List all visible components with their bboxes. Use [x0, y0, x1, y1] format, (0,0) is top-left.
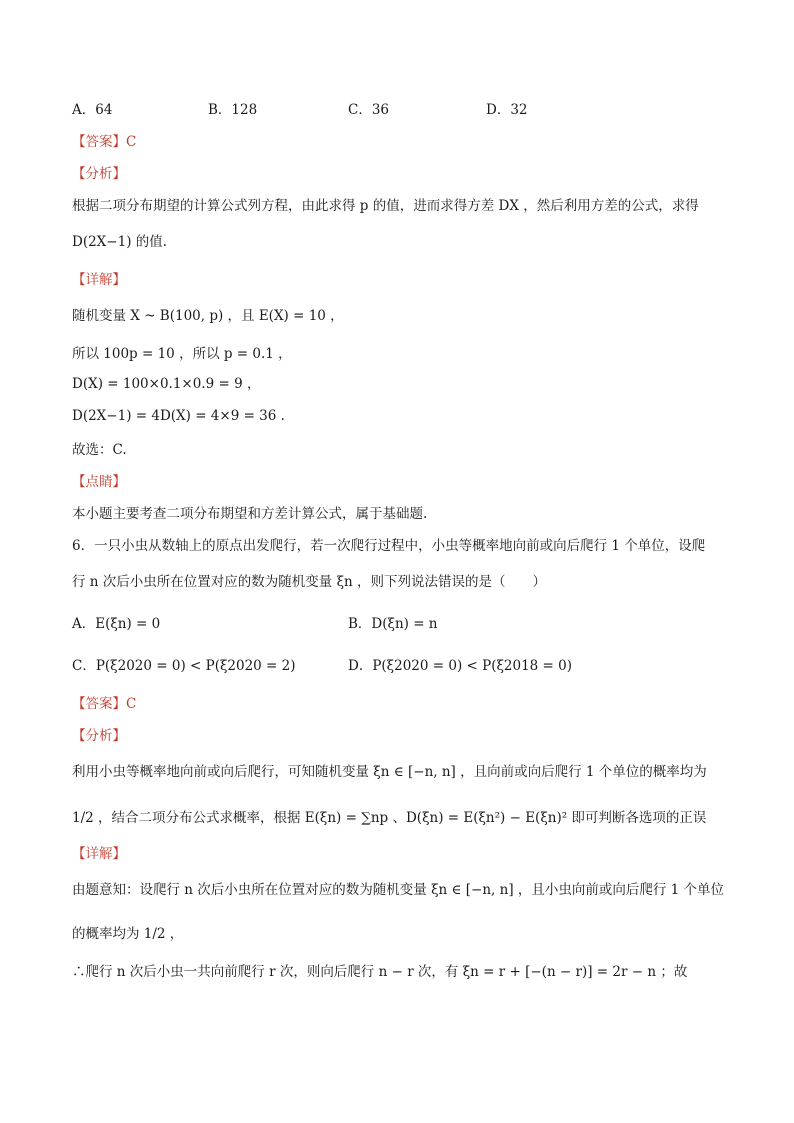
- q5-point-text: 本小题主要考查二项分布期望和方差计算公式，属于基础题.: [72, 506, 428, 522]
- q6-analysis-tag: 【分析】: [72, 728, 126, 744]
- q6-option-c: C．P(ξ2020 = 0) < P(ξ2020 = 2): [72, 658, 296, 674]
- q5-detail-line4: D(2X−1) = 4D(X) = 4×9 = 36 .: [72, 408, 285, 424]
- q5-analysis-line1: 根据二项分布期望的计算公式列方程，由此求得 p 的值，进而求得方差 DX ，然后利用方差的公式，求得: [72, 198, 699, 214]
- answer-value: C: [126, 696, 137, 712]
- q6-detail-line3: ∴爬行 n 次后小虫一共向前爬行 r 次，则向后爬行 n − r 次，有 ξn = r + [−(n − r)] = 2r − n ；故: [72, 964, 688, 980]
- q6-option-d: D．P(ξ2020 = 0) < P(ξ2018 = 0): [348, 658, 573, 674]
- q6-stem-line2: 行 n 次后小虫所在位置对应的数为随机变量 ξn ，则下列说法错误的是（ ）: [72, 574, 546, 590]
- q5-detail-line1: 随机变量 X ~ B(100, p) ，且 E(X) = 10 ，: [72, 308, 344, 324]
- q5-detail-line2: 所以 100p = 10 ，所以 p = 0.1 ，: [72, 346, 292, 362]
- q6-detail-line1: 由题意知：设爬行 n 次后小虫所在位置对应的数为随机变量 ξn ∈ [−n, n] ，且小虫向前或向后爬行 1 个单位: [72, 882, 725, 898]
- q6-stem-line1: 6．一只小虫从数轴上的原点出发爬行，若一次爬行过程中，小虫等概率地向前或向后爬行 1 个单位，设爬: [72, 538, 706, 554]
- q5-option-b: B．128: [208, 102, 258, 118]
- q5-analysis-tag: 【分析】: [72, 166, 126, 182]
- q5-detail-tag: 【详解】: [72, 272, 126, 288]
- q6-analysis-line2: 1/2 ，结合二项分布公式求概率，根据 E(ξn) = ∑np 、D(ξn) = E(ξn²) − E(ξn)² 即可判断各选项的正误: [72, 810, 707, 826]
- answer-value: C: [126, 134, 137, 150]
- q5-answer: [72, 132, 136, 152]
- q5-option-c: C．36: [348, 102, 390, 118]
- q6-detail-line2: 的概率均为 1/2 ，: [72, 926, 184, 942]
- answer-tag: 【答案】: [72, 696, 126, 712]
- q6-option-a: A．E(ξn) = 0: [72, 616, 161, 632]
- q6-analysis-line1: 利用小虫等概率地向前或向后爬行，可知随机变量 ξn ∈ [−n, n] ，且向前或向后爬行 1 个单位的概率均为: [72, 764, 707, 780]
- q5-detail-line3: D(X) = 100×0.1×0.9 = 9 ，: [72, 376, 261, 392]
- q6-answer: [72, 694, 136, 714]
- q5-analysis-line2: D(2X−1) 的值.: [72, 234, 168, 250]
- q5-point-tag: 【点睛】: [72, 474, 126, 490]
- q6-detail-tag: 【详解】: [72, 846, 126, 862]
- answer-tag: 【答案】: [72, 134, 126, 150]
- q5-option-a: A．64: [72, 102, 113, 118]
- q6-option-b: B．D(ξn) = n: [348, 616, 438, 632]
- q5-option-d: D．32: [486, 102, 528, 118]
- q5-detail-line5: 故选：C.: [72, 442, 127, 458]
